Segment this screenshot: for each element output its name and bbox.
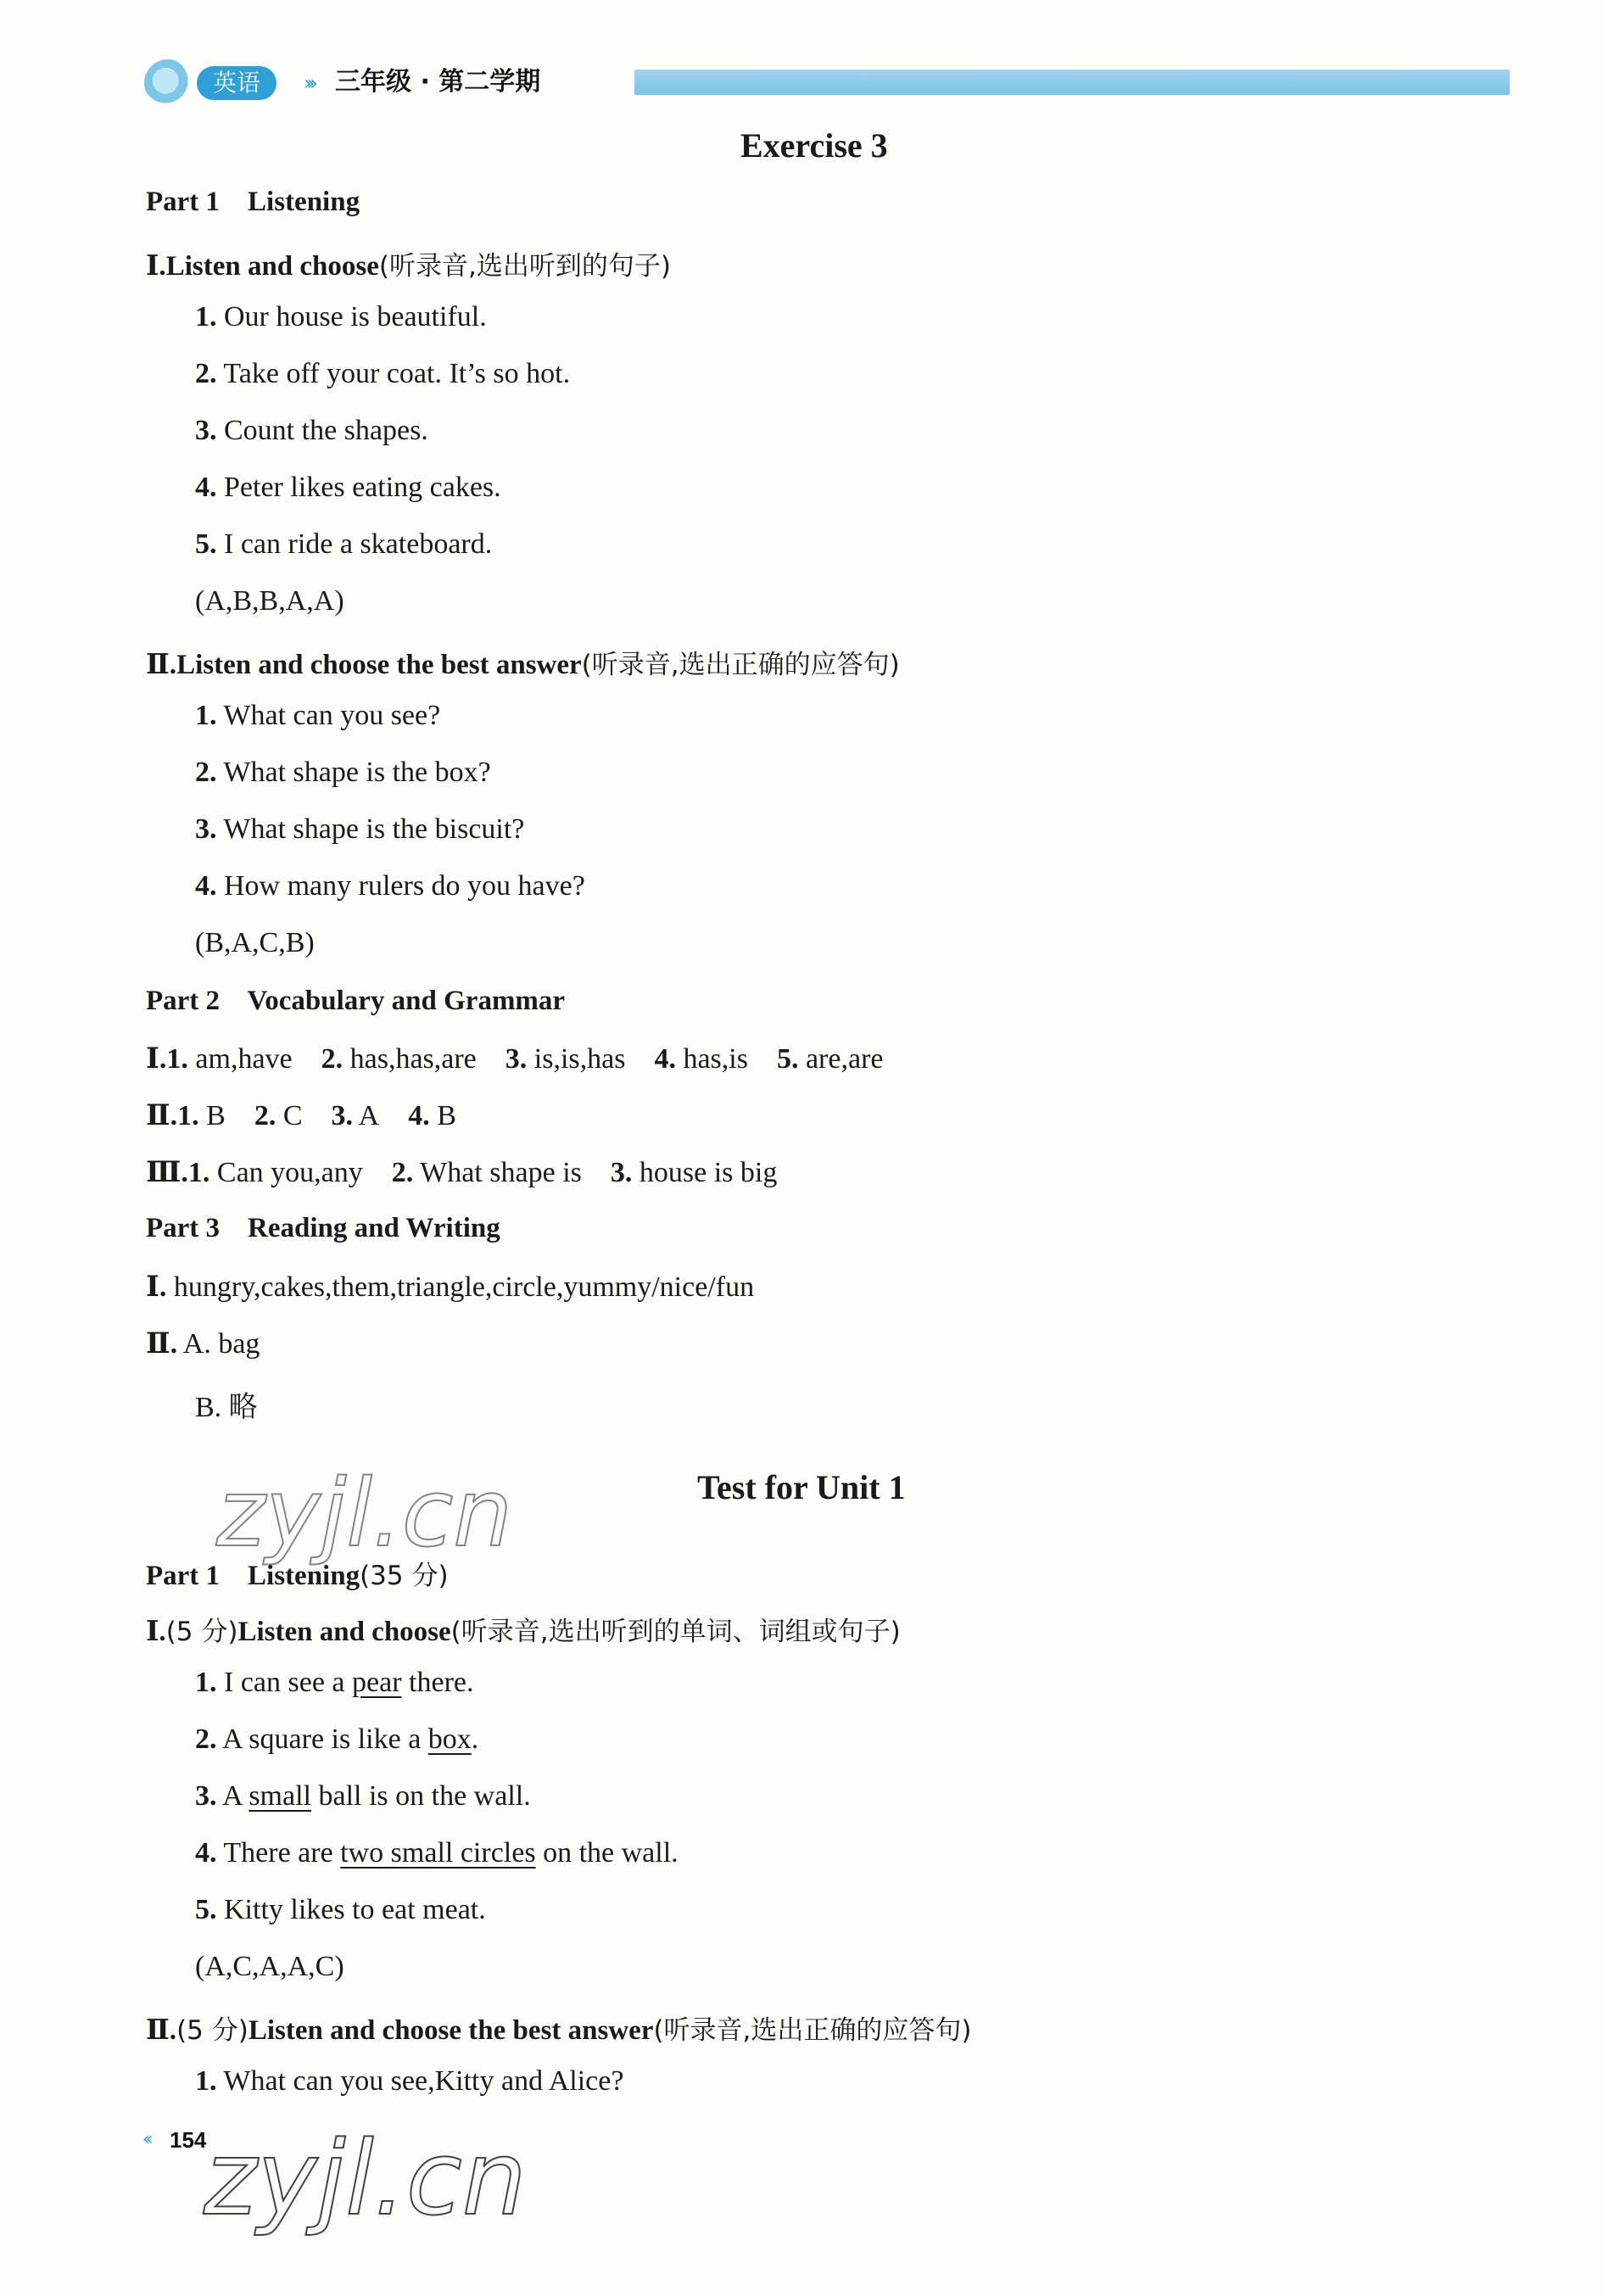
item-text: B [429,1100,456,1131]
item-number: 3. [505,1043,528,1075]
row-text: hungry,cakes,them,triangle,circle,yummy/nice/fun [166,1271,755,1303]
item-number: 3. [610,1157,633,1188]
item-text: A [216,1780,249,1812]
list-item [195,2065,623,2098]
item-number: 1. [195,700,217,731]
item-number: 5. [776,1043,799,1075]
item-text: has,is [675,1043,748,1075]
item-number: 1. [195,1667,217,1698]
page-chevrons-icon: ‹‹ [142,2129,149,2150]
answer-key: (A,C,A,A,C) [195,1951,344,1982]
item-number: 2. [391,1157,414,1188]
item-number: 3. [195,415,217,446]
section-numeral: Ⅱ. [146,650,177,680]
item-number: 4. [195,472,217,503]
list-item [195,1667,473,1699]
row-numeral: Ⅰ. [146,1043,167,1075]
section-title: Listen and choose [165,251,379,282]
row-numeral: Ⅲ. [146,1157,188,1188]
section-2-heading [146,643,900,681]
item-number: 3. [195,813,217,845]
watermark: zyjl.cn [204,2120,527,2238]
item-text: house is big [632,1157,778,1188]
item-text: I can ride a skateboard. [216,528,493,560]
test-section-1-heading [146,1610,901,1648]
row-numeral: Ⅱ. [146,1328,178,1360]
item-text: has,has,are [343,1043,477,1075]
section-instruction: (听录音,选出正确的应答句) [653,2015,972,2046]
item-text: How many rulers do you have? [216,870,585,902]
item-text: A square is like a [216,1723,428,1755]
item-text: There are [216,1837,341,1869]
underlined-word: small [249,1780,311,1812]
item-number: 2. [195,358,217,389]
item-number: 1. [177,1100,199,1131]
answer-row [146,1327,260,1360]
part3-heading: Part 3 Reading and Writing [146,1213,500,1243]
section-1-heading [146,244,671,282]
item-number: 2. [254,1100,276,1131]
item-number: 4. [654,1043,676,1075]
section-instruction: (听录音,选出正确的应答句) [581,650,900,680]
list-item [195,1723,478,1756]
page-number: 154 [170,2127,207,2153]
item-number: 3. [331,1100,354,1131]
item-text: Our house is beautiful. [216,301,487,332]
chevrons-icon: ››› [304,71,313,95]
answer-row [146,1155,777,1189]
part-score: (35 分) [360,1561,449,1591]
underlined-word: box [427,1723,472,1755]
list-item [195,1894,486,1926]
header-bar [634,70,1510,95]
item-text: C [276,1100,303,1131]
item-text: What can you see,Kitty and Alice? [216,2065,624,2097]
item-number: 2. [195,1723,217,1755]
row-text: A. bag [177,1328,260,1360]
answer-key: (B,A,C,B) [195,927,315,958]
item-text: there. [401,1667,474,1698]
part2-heading: Part 2 Vocabulary and Grammar [146,986,566,1016]
list-item [195,415,428,447]
page-header [144,58,1510,109]
subject-badge: 英语 [197,66,276,100]
section-title: Listen and choose the best answer [248,2015,654,2046]
list-item [195,301,487,333]
item-number: 4. [408,1100,430,1131]
list-item [195,358,570,390]
section-title: Listen and choose the best answer [176,650,582,680]
list-item [195,1837,679,1869]
section-numeral: Ⅰ. [146,251,166,282]
item-text: Take off your coat. It’s so hot. [216,358,571,389]
underlined-word: two small circles [340,1837,536,1869]
row-numeral: Ⅰ. [146,1271,167,1303]
item-number: 5. [195,1894,217,1925]
answer-row [146,1098,456,1132]
section-instruction: (听录音,选出听到的句子) [378,251,671,282]
item-text: What can you see? [216,700,441,731]
item-text: Count the shapes. [216,415,428,446]
item-text: B [198,1100,226,1131]
answer-row [146,1270,754,1304]
item-text: is,is,has [527,1043,626,1075]
part1-heading: Part 1 Listening [146,187,360,217]
item-number: 1. [195,2065,217,2097]
item-text: What shape is the biscuit? [216,813,525,845]
answer-key: (A,B,B,A,A) [195,585,344,617]
section-title: Listen and choose [237,1617,451,1647]
section-instruction: (听录音,选出听到的单词、词组或句子) [450,1617,901,1647]
item-text: Peter likes eating cakes. [216,472,501,503]
item-text: What shape is [413,1157,582,1188]
item-number: 3. [195,1780,217,1812]
item-text: ball is on the wall. [310,1780,531,1812]
section-numeral: Ⅰ. [146,1617,166,1647]
item-text: are,are [798,1043,884,1075]
list-item [195,813,524,846]
test-title: Test for Unit 1 [697,1468,906,1506]
answer-row: B. 略 [195,1392,258,1423]
section-score: (5 分) [165,1617,238,1647]
item-number: 1. [187,1157,210,1188]
underlined-word: pear [352,1667,402,1698]
item-number: 2. [321,1043,344,1075]
item-text: What shape is the box? [216,757,491,788]
row-numeral: Ⅱ. [146,1100,178,1131]
list-item [195,700,440,732]
list-item [195,528,492,561]
list-item [195,870,585,902]
part-heading-text: Part 1 Listening [146,1561,360,1591]
grade-term: 三年级 · 第二学期 [335,67,541,97]
item-number: 4. [195,1837,217,1869]
answer-row [146,1042,883,1075]
test-section-2-heading [146,2008,971,2047]
section-numeral: Ⅱ. [146,2015,177,2046]
item-text: . [471,1723,479,1755]
item-number: 1. [195,301,217,332]
sun-icon [144,59,192,107]
item-text: A [353,1100,380,1131]
list-item [195,472,501,504]
list-item [195,757,491,789]
item-text: Kitty likes to eat meat. [216,1894,486,1925]
item-number: 2. [195,757,217,788]
item-number: 1. [166,1043,188,1075]
item-text: I can see a [216,1667,353,1698]
item-number: 5. [195,528,217,560]
item-text: Can you,any [209,1157,363,1188]
list-item [195,1780,531,1813]
item-text: am,have [187,1043,293,1075]
exercise-title: Exercise 3 [740,126,888,165]
watermark: zyjl.cn [216,1459,513,1567]
item-number: 4. [195,870,217,902]
item-text: on the wall. [535,1837,679,1869]
section-score: (5 分) [176,2015,249,2046]
